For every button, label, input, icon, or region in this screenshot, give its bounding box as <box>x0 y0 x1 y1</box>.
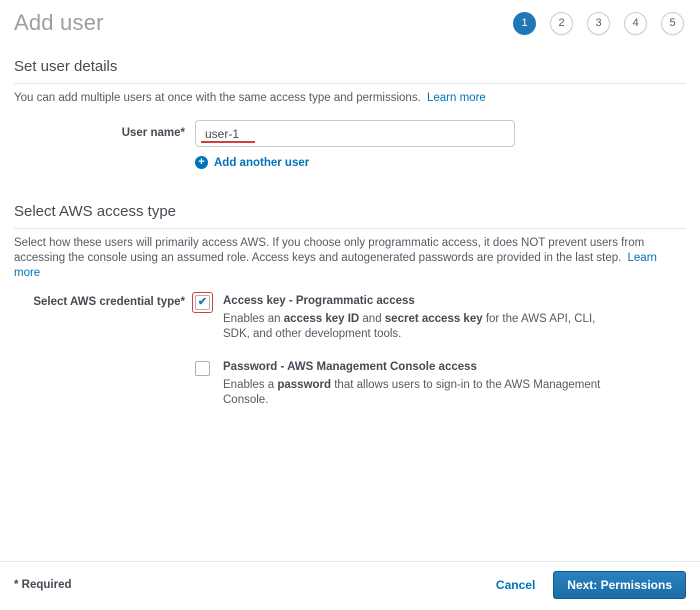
access-key-checkbox[interactable] <box>195 295 210 310</box>
plus-circle-icon: + <box>195 156 208 169</box>
desc-text: for the AWS API, CLI, SDK, and other development tools. <box>223 313 596 340</box>
step-1-badge: 1 <box>513 12 536 35</box>
desc-bold: password <box>277 379 332 391</box>
user-details-description <box>14 91 686 106</box>
next-permissions-button[interactable]: Next: Permissions <box>553 571 686 599</box>
username-input-wrap <box>195 120 515 147</box>
credential-type-row <box>14 289 686 421</box>
password-option-title: Password - AWS Management Console access <box>223 361 477 373</box>
username-row <box>14 120 686 147</box>
username-label: User name* <box>121 127 185 139</box>
access-type-description <box>14 236 686 281</box>
access-key-option-description <box>223 312 619 342</box>
required-note: * Required <box>14 579 72 591</box>
credential-options <box>192 289 619 421</box>
access-key-option-title: Access key - Programmatic access <box>223 295 415 307</box>
desc-text: Enables an <box>223 313 284 325</box>
page-title: Add user <box>14 10 104 35</box>
learn-more-link-access-type[interactable]: Learn more <box>14 252 657 279</box>
add-another-user-link[interactable] <box>195 156 309 169</box>
user-details-heading: Set user details <box>14 58 686 84</box>
access-key-option-text <box>223 289 619 342</box>
access-key-option <box>192 289 619 342</box>
user-details-description-text: You can add multiple users at once with the same access type and permissions. <box>14 92 421 104</box>
annotation-red-box <box>192 292 213 313</box>
desc-text: Enables a <box>223 379 278 391</box>
access-type-heading: Select AWS access type <box>14 203 686 229</box>
step-2-badge: 2 <box>550 12 573 35</box>
desc-bold: access key ID <box>283 313 360 325</box>
wizard-footer <box>0 561 700 610</box>
password-checkbox-frame <box>192 358 213 379</box>
step-3-badge: 3 <box>587 12 610 35</box>
add-another-user-label: Add another user <box>214 156 310 169</box>
desc-text: that allows users to sign-in to the AWS Management Console. <box>223 379 601 406</box>
access-type-description-text: Select how these users will primarily access AWS. If you choose only programmatic access, it does NOT prevent users from accessing the console using an assumed role. Access keys and autogenerated passwords are provided in the last step. <box>14 237 645 264</box>
label-spacer <box>14 156 185 163</box>
step-5-badge: 5 <box>661 12 684 35</box>
user-details-section <box>14 58 686 169</box>
desc-bold: secret access key <box>384 313 483 325</box>
credential-type-label: Select AWS credential type* <box>33 296 185 308</box>
password-checkbox[interactable] <box>195 361 210 376</box>
cancel-button[interactable]: Cancel <box>495 578 536 592</box>
password-option <box>192 355 619 408</box>
wizard-step-indicator <box>513 12 684 35</box>
page-header <box>0 0 700 36</box>
access-type-section <box>14 203 686 421</box>
password-option-description <box>223 378 619 408</box>
footer-actions <box>496 571 686 599</box>
annotation-red-underline <box>201 141 255 143</box>
step-4-badge: 4 <box>624 12 647 35</box>
desc-text: and <box>359 313 385 325</box>
password-option-text <box>223 355 619 408</box>
checkmark-icon: ✔ <box>197 296 208 308</box>
add-another-user-row <box>14 156 686 169</box>
learn-more-link-user-details[interactable]: Learn more <box>426 92 486 104</box>
